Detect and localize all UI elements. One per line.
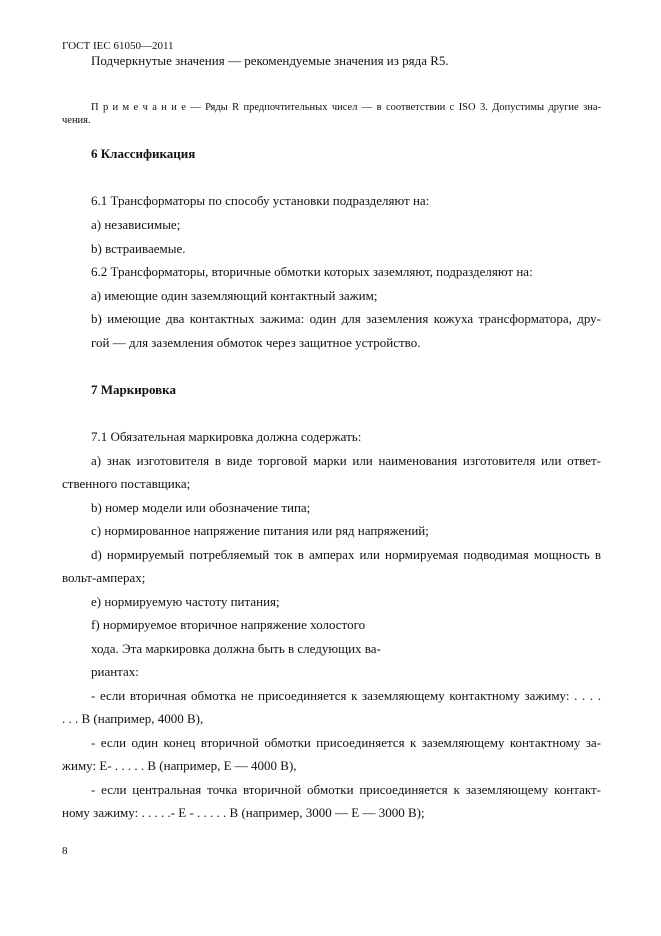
section-7-title: 7 Маркировка [91,382,176,397]
variant-3-line-1: - если центральная точка вторичной обмотки присоединяется к заземляющему контакт- [91,782,601,797]
para-6-2: 6.2 Трансформаторы, вторичные обмотки которых заземляют, подразделяют на: [91,264,533,279]
underlined-values-text: Подчеркнутые значения — рекомендуемые значения из ряда R5. [91,53,449,68]
variant-3-line-2: ному зажиму: . . . . .- Е - . . . . . В (например, 3000 — Е — 3000 В); [62,805,425,820]
para-6-2-b-line-1: b) имеющие два контактных зажима: один для заземления кожуха трансформатора, дру- [91,311,601,326]
item-f-line-3: риантах: [91,664,139,679]
para-7-1: 7.1 Обязательная маркировка должна содержать: [91,429,362,444]
item-a-line-1: a) знак изготовителя в виде торговой марки или наименования изготовителя или ответ- [91,453,601,468]
item-f-line-1: f) нормируемое вторичное напряжение холостого [91,617,366,632]
para-6-2-a: a) имеющие один заземляющий контактный зажим; [91,288,378,303]
variant-1-line-2: . . . В (например, 4000 В), [62,711,204,726]
para-6-1-b: b) встраиваемые. [91,241,186,256]
variant-2-line-1: - если один конец вторичной обмотки присоединяется к заземляющему контактному за- [91,735,601,750]
item-b: b) номер модели или обозначение типа; [91,500,311,515]
item-c: c) нормированное напряжение питания или ряд напряжений; [91,523,429,538]
variant-1-line-1: - если вторичная обмотка не присоединяется к заземляющему контактному зажиму: . . . . [91,688,601,703]
note-line-2: чения. [62,115,91,126]
para-6-2-b-line-2: гой — для заземления обмоток через защитное устройство. [91,335,421,350]
para-6-1-a: a) независимые; [91,217,181,232]
document-code: ГОСТ IEC 61050—2011 [62,40,174,52]
note-line-1: П р и м е ч а н и е — Ряды R предпочтительных чисел — в соответствии с ISO 3. Допустимы другие зна- [91,102,601,113]
item-f-line-2: хода. Эта маркировка должна быть в следующих ва- [91,641,381,656]
item-d-line-1: d) нормируемый потребляемый ток в амперах или нормируемая подводимая мощность в [91,547,601,562]
variant-2-line-2: жиму: Е- . . . . . В (например, Е — 4000 В), [62,758,297,773]
section-6-title: 6 Классификация [91,146,196,161]
page-number: 8 [62,845,68,857]
item-d-line-2: вольт-амперах; [62,570,146,585]
para-6-1: 6.1 Трансформаторы по способу установки подразделяют на: [91,193,430,208]
item-a-line-2: ственного поставщика; [62,476,191,491]
item-e: e) нормируемую частоту питания; [91,594,280,609]
